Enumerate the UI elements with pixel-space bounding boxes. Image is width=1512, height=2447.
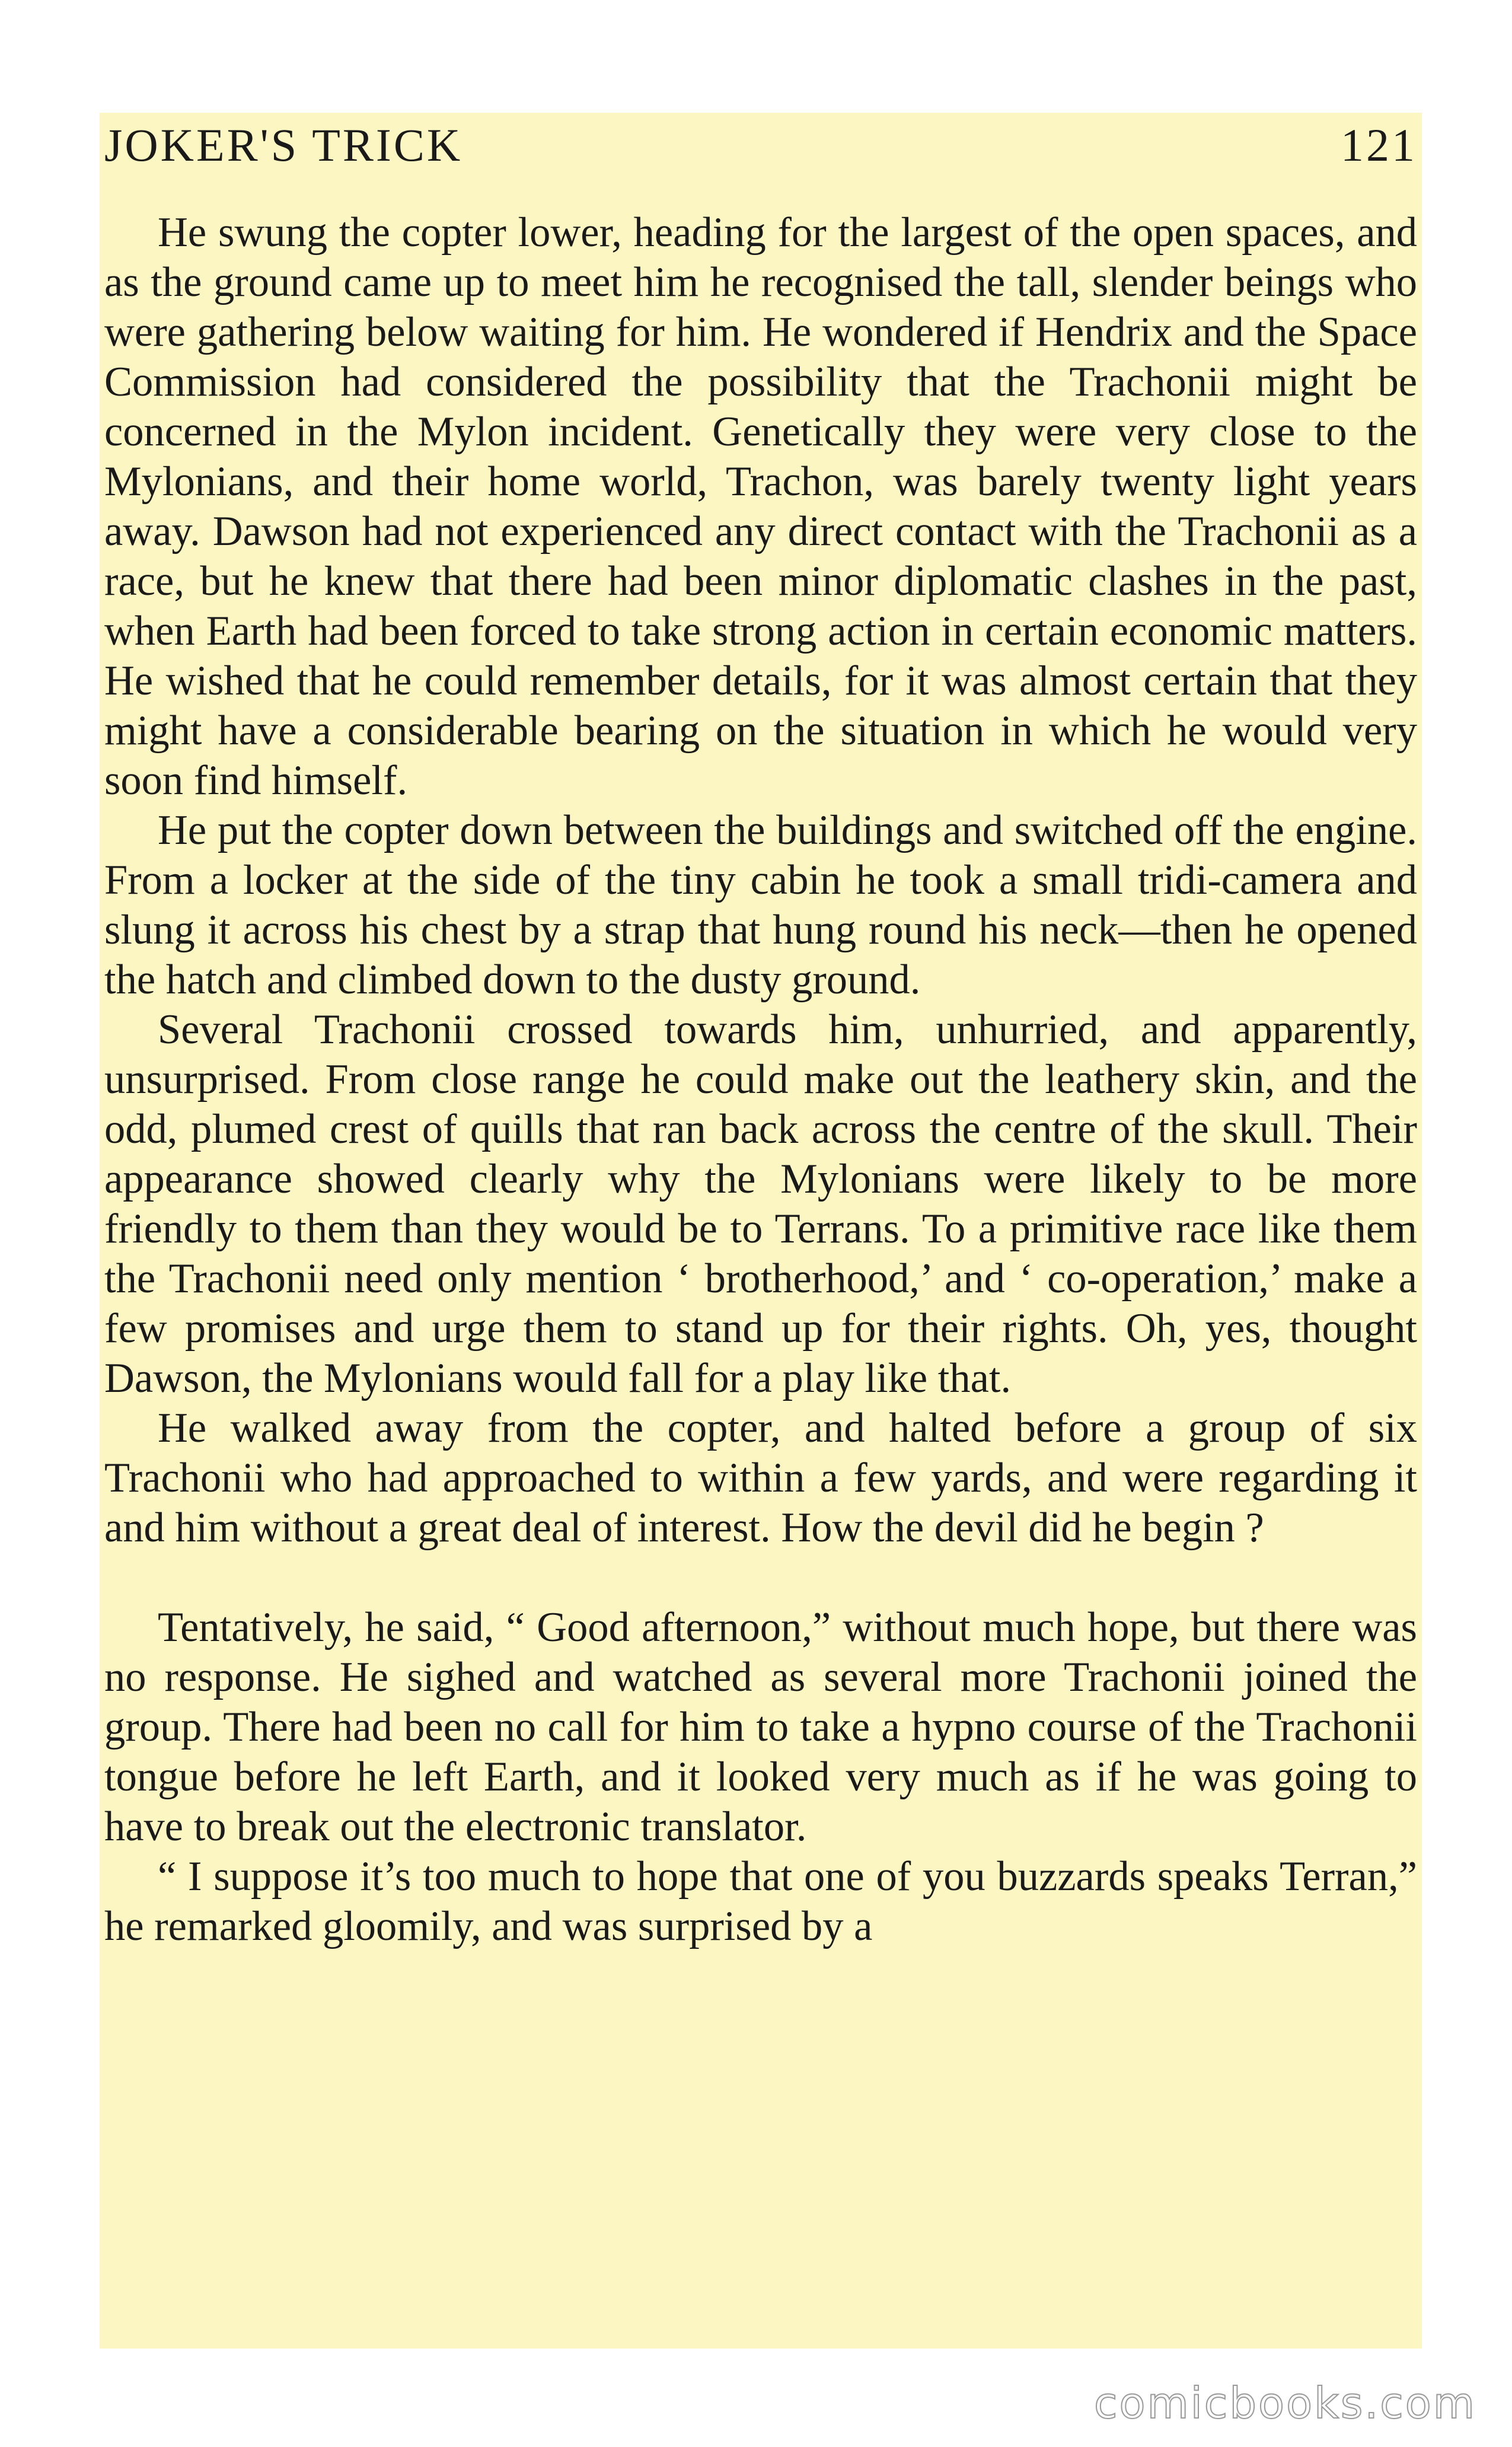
page-number: 121 xyxy=(1341,119,1417,171)
paragraph: Tentatively, he said, “ Good afternoon,” without much hope, but there was no response. He sighed and watched as several more Trachonii joined the group. There had been no call for him to take a hypno course of the Trachonii tongue before he left Earth, and it looked very much as if he was going to have to break out the electronic translator. xyxy=(104,1604,1417,1850)
paragraph: “ I suppose it’s too much to hope that one of you buzzards speaks Terran,” he remarked gloomily, and was surprised by a xyxy=(104,1853,1417,1949)
body-text xyxy=(104,208,1417,1951)
running-head xyxy=(100,113,1422,178)
chapter-title: JOKER'S TRICK xyxy=(104,119,463,171)
watermark: comicbooks.com xyxy=(1093,2378,1476,2428)
paragraph: Several Trachonii crossed towards him, unhurried, and apparently, unsurprised. From close range he could make out the leathery skin, and the odd, plumed crest of quills that ran back across the centre of the skull. Their appearance showed clearly why the Mylonians were likely to be more friendly to them than they would be to Terrans. To a primitive race like them the Trachonii need only mention ‘ brotherhood,’ and ‘ co-operation,’ make a few promises and urge them to stand up for their rights. Oh, yes, thought Dawson, the Mylonians would fall for a play like that. xyxy=(104,1006,1417,1401)
paragraph: He put the copter down between the buildings and switched off the engine. From a locker at the side of the tiny cabin he took a small tridi-camera and slung it across his chest by a strap that hung round his neck—then he opened the hatch and climbed down to the dusty ground. xyxy=(104,807,1417,1003)
paragraph: He walked away from the copter, and halted before a group of six Trachonii who had approached to within a few yards, and were regarding it and him without a great deal of interest. How the devil did he begin ? xyxy=(104,1405,1417,1551)
paragraph: He swung the copter lower, heading for the largest of the open spaces, and as the ground came up to meet him he recognised the tall, slender beings who were gathering below waiting for him. He wondered if Hendrix and the Space Commission had considered the possibility that the Trachonii might be concerned in the Mylon incident. Genetically they were very close to the Mylonians, and their home world, Trachon, was barely twenty light years away. Dawson had not experienced any direct contact with the Trachonii as a race, but he knew that there had been minor diplomatic clashes in the past, when Earth had been forced to take strong action in certain economic matters. He wished that he could remember details, for it was almost certain that they might have a considerable bearing on the situation in which he would very soon find himself. xyxy=(104,209,1417,804)
book-page xyxy=(100,113,1422,2349)
